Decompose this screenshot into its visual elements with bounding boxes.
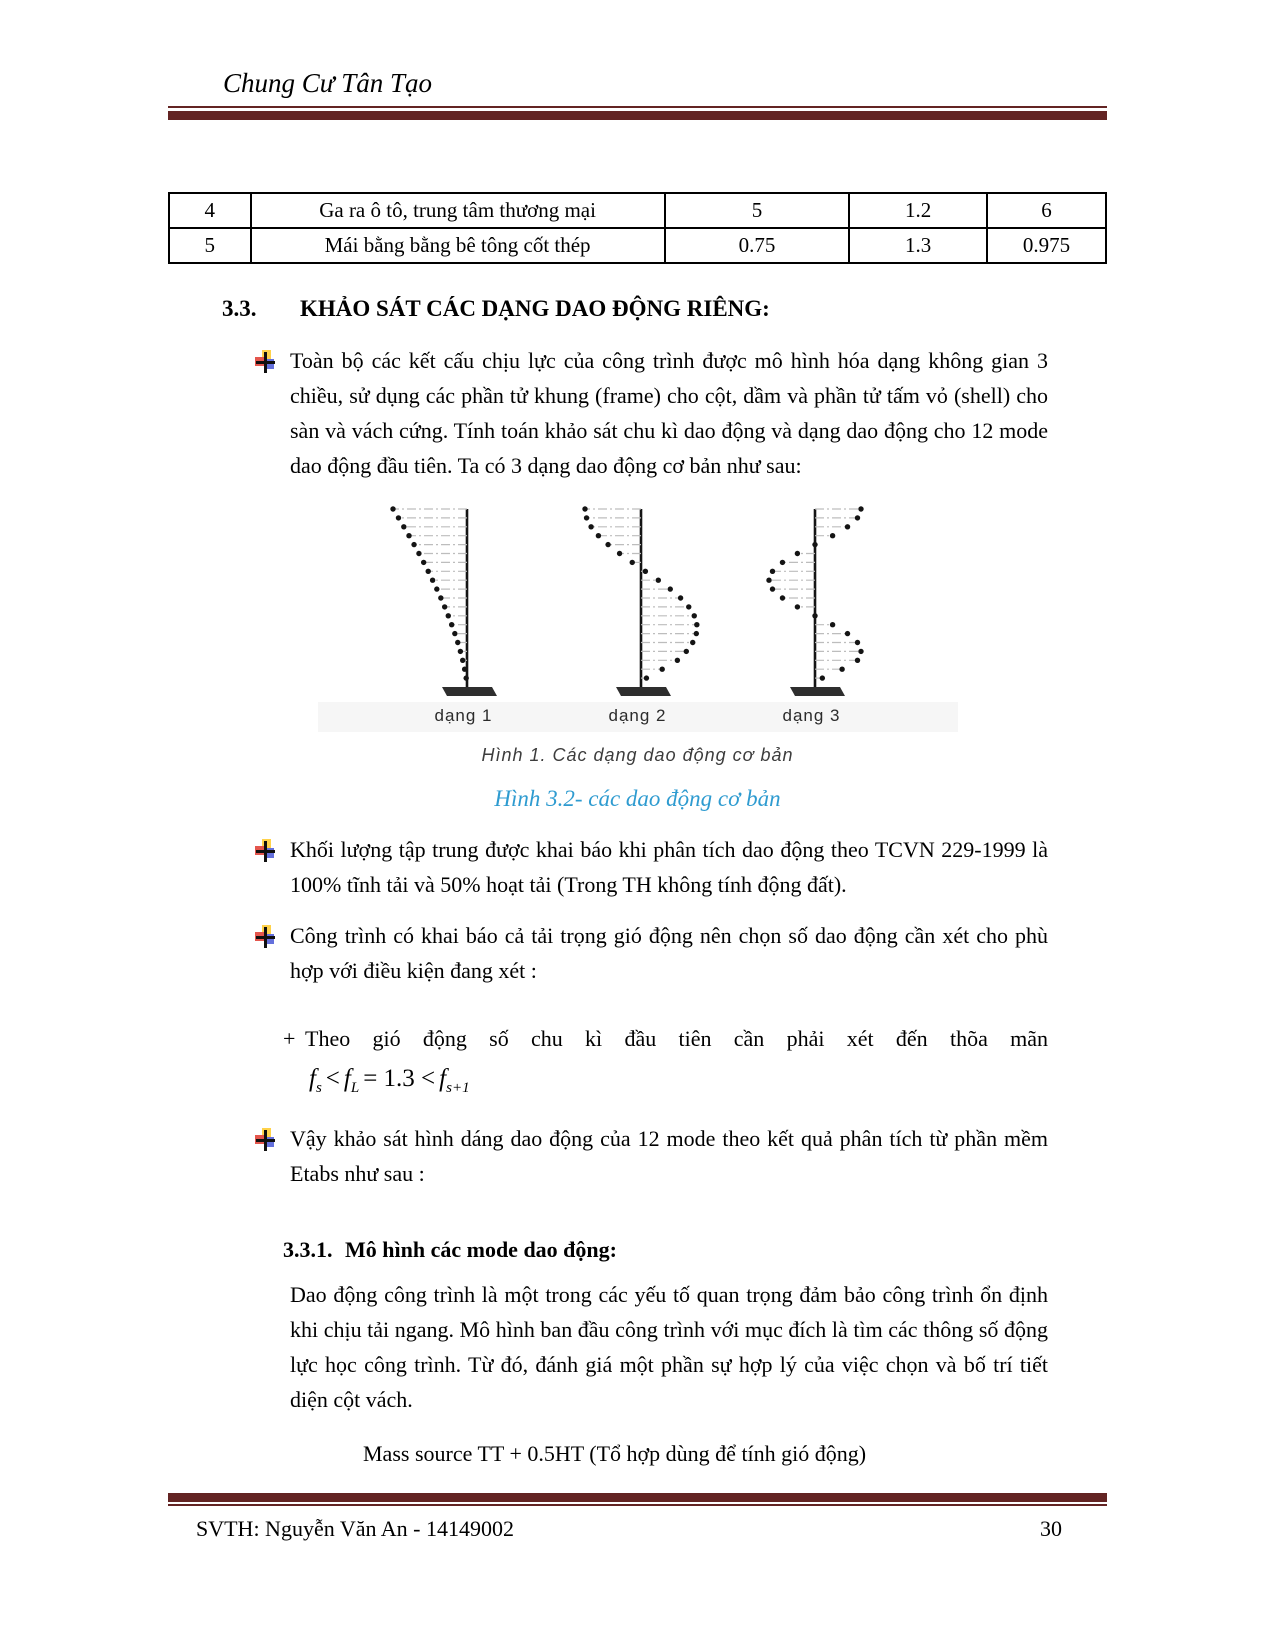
header-rule-thin [168,106,1107,108]
bullet-text: Công trình có khai báo cả tải trọng gió động nên chọn số dao động cần xét cho phù hợp với điều kiện đang xét : [290,923,1048,983]
header-title: Chung Cư Tân Tạo [223,68,433,98]
section-number: 3.3. [222,296,257,321]
plus-item-text: Theo gió động số chu kì đầu tiên cần phải xét đến thõa mãn [305,1026,1048,1051]
bullet-text: Vậy khảo sát hình dáng dao động của 12 mode theo kết quả phân tích từ phần mềm Etabs như sau : [290,1126,1048,1186]
mode-shape-diagram-3 [737,497,887,702]
row-number-cell: 4 [169,193,251,228]
bullet-item-4 [168,1121,1107,1191]
page-footer [168,1493,1107,1542]
value-cell: 6 [987,193,1106,228]
frequency-formula: $f_s < f_L = 1.3 < f_{s+1}$ [309,1065,470,1096]
table-row [169,193,1106,228]
value-cell: 1.3 [849,228,987,263]
mode-3-cantilever-diagram [737,497,887,702]
figure-caption-blue: Hình 3.2- các dao động cơ bản [494,786,781,811]
value-cell: 1.2 [849,193,987,228]
value-cell: 5 [665,193,850,228]
footer-author: SVTH: Nguyễn Văn An - 14149002 [196,1516,514,1541]
mode-1-cantilever-diagram [389,497,539,702]
section-title: KHẢO SÁT CÁC DẠNG DAO ĐỘNG RIÊNG: [300,296,770,321]
math-var: f [439,1065,447,1092]
mode-label-2: dạng 2 [608,706,667,725]
paragraph-331: Dao động công trình là một trong các yếu tố quan trọng đảm bảo công trình ổn định khi chịu tải ngang. Mô hình ban đầu công trình với mục đích là tìm các thông số động lực học công trình. Từ đó, đánh giá một phần sự hợp lý của việc chọn và bố trí tiết diện cột vách. [290,1282,1048,1412]
mode-labels-row [318,702,958,732]
description-cell: Ga ra ô tô, trung tâm thương mại [251,193,665,228]
bullet-item-2 [168,832,1107,902]
mode-shape-diagrams [318,497,958,702]
section-title: Mô hình các mode dao động: [345,1237,617,1262]
plus-marker: + [283,1026,296,1051]
mode-shapes-figure [318,497,958,766]
description-cell: Mái bằng bằng bê tông cốt thép [251,228,665,263]
math-var: f [309,1065,316,1092]
colored-dagger-bullet-icon [255,1128,277,1152]
section-heading-33 [222,293,1107,325]
footer-rule-thick [168,1493,1107,1502]
mode-shape-diagram-1 [389,497,539,702]
value-cell: 0.75 [665,228,850,263]
section-number: 3.3.1. [283,1237,333,1262]
bullet-item-1 [168,343,1107,483]
bullet-text: Toàn bộ các kết cấu chịu lực của công trình được mô hình hóa dạng không gian 3 chiều, sử dụng các phần tử khung (frame) cho cột, dầm và phần tử tấm vỏ (shell) cho sàn và vách cứng. Tính toán khảo sát chu kì dao động và dạng dao động cho 12 mode dao động đầu tiên. Ta có 3 dạng dao động cơ bản như sau: [290,348,1048,478]
mass-source-line: Mass source TT + 0.5HT (Tổ hợp dùng để tính gió động) [363,1441,867,1466]
sub-item-plus [168,1021,1107,1056]
math-var: f [343,1065,351,1092]
colored-dagger-bullet-icon [255,350,277,374]
mode-2-cantilever-diagram [563,497,713,702]
mode-label-1: dạng 1 [434,706,493,725]
figure-internal-caption: Hình 1. Các dạng dao động cơ bản [481,745,794,765]
section-heading-331 [283,1235,1107,1265]
table-row [169,228,1106,263]
footer-rule-thin [168,1504,1107,1506]
bullet-item-3 [168,918,1107,988]
value-cell: 0.975 [987,228,1106,263]
bullet-text: Khối lượng tập trung được khai báo khi phân tích dao động theo TCVN 229-1999 là 100% tĩnh tải và 50% hoạt tải (Trong TH không tính động đất). [290,837,1048,897]
row-number-cell: 5 [169,228,251,263]
mode-shape-diagram-2 [563,497,713,702]
colored-dagger-bullet-icon [255,839,277,863]
page-number: 30 [1040,1516,1062,1541]
load-factor-table [168,192,1107,264]
mode-label-3: dạng 3 [782,706,841,725]
header-rule-thick [168,111,1107,120]
page-header [168,68,1107,120]
colored-dagger-bullet-icon [255,925,277,949]
